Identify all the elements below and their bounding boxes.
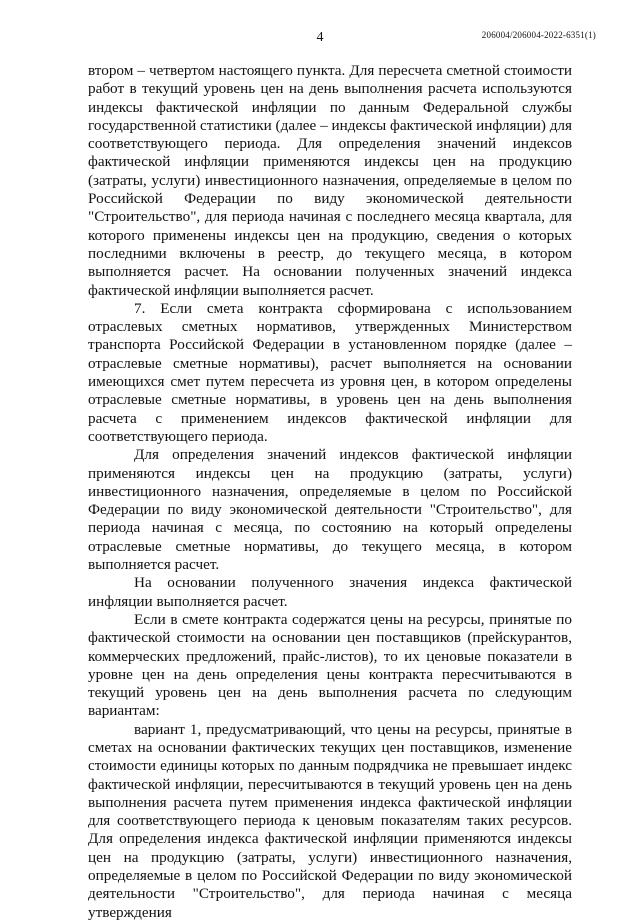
document-body bbox=[88, 62, 572, 922]
document-id: 206004/206004-2022-6351(1) bbox=[481, 30, 596, 40]
page-number: 4 bbox=[316, 30, 324, 45]
paragraph-variant-1: вариант 1, предусматривающий, что цены на ресурсы, принятые в сметах на основании фактических текущих цен поставщиков, изменение стоимости единицы которых по данным подрядчика не превышает индекс фактической инфляции, пересчитываются в текущий уровень цен на день выполнения расчета путем применения индекса фактической инфляции для соответствующего периода к ценовым показателям таких ресурсов. Для определения индекса фактической инфляции применяются индексы цен на продукцию (затраты, услуги) инвестиционного назначения, определяемые в целом по Российской Федерации по виду экономической деятельности "Строительство", для периода начиная с месяца утверждения bbox=[88, 720, 572, 921]
paragraph-calculation-basis: На основании полученного значения индекса фактической инфляции выполняется расчет. bbox=[88, 574, 572, 610]
paragraph-resource-prices: Если в смете контракта содержатся цены на ресурсы, принятые по фактической стоимости на основании цен поставщиков (прейскурантов, коммерческих предложений, прайс-листов), то их ценовые показатели в уровне цен на день определения цены контракта пересчитываются в текущий уровень цен на день выполнения расчета по следующим вариантам: bbox=[88, 610, 572, 720]
paragraph-item-7: 7. Если смета контракта сформирована с использованием отраслевых сметных нормативов, утвержденных Министерством транспорта Российской Федерации в установленном порядке (далее – отраслевые сметные нормативы), расчет выполняется на основании имеющихся смет путем пересчета из уровня цен, в котором определены отраслевые сметные нормативы, в уровень цен на день выполнения расчета с применением индексов фактической инфляции для соответствующего периода. bbox=[88, 299, 572, 445]
paragraph-continued: втором – четвертом настоящего пункта. Для пересчета сметной стоимости работ в текущий уровень цен на день выполнения расчета используются индексы фактической инфляции по данным Федеральной службы государственной статистики (далее – индексы фактической инфляции) для соответствующего периода. Для определения значений индексов фактической инфляции применяются индексы цен на продукцию (затраты, услуги) инвестиционного назначения, определяемые в целом по Российской Федерации по виду экономической деятельности "Строительство", для периода начиная с последнего месяца квартала, для которого применены индексы цен на продукцию, сведения о которых последними включены в реестр, до текущего месяца, в котором выполняется расчет. На основании полученных значений индекса фактической инфляции выполняется расчет. bbox=[88, 62, 572, 299]
paragraph-index-definition: Для определения значений индексов фактической инфляции применяются индексы цен на продукцию (затраты, услуги) инвестиционного назначения, определяемые в целом по Российской Федерации по виду экономической деятельности "Строительство", для периода начиная с месяца, по состоянию на который определены отраслевые сметные нормативы, до текущего месяца, в котором выполняется расчет. bbox=[88, 446, 572, 574]
